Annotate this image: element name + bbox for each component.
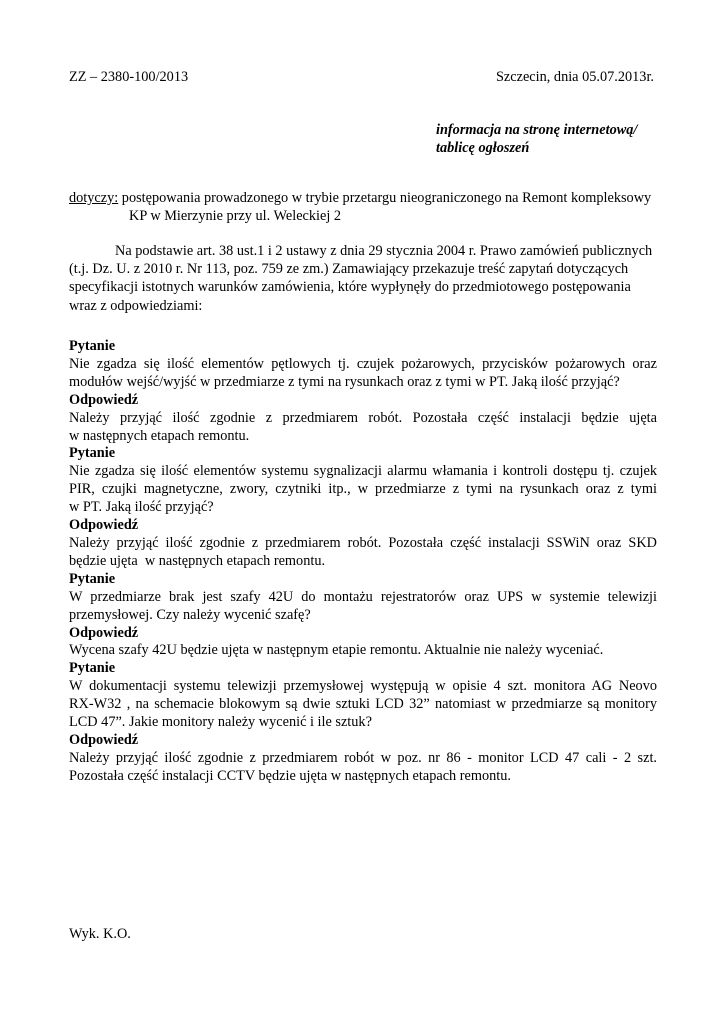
concerning-line-1: postępowania prowadzonego w trybie przetargu nieograniczonego na Remont kompleksowy <box>118 190 652 206</box>
answer-line: Pozostała część instalacji CCTV będzie ujęta w następnych etapach remontu. <box>69 767 511 784</box>
answer-heading: Odpowiedź <box>69 624 139 641</box>
answer-line: Należy przyjąć ilość zgodnie z przedmiarem robót. Pozostała część instalacji będzie ujęta <box>69 409 657 426</box>
answer-line: w następnych etapach remontu. <box>69 427 250 444</box>
question-line: w PT. Jaką ilość przyjąć? <box>69 499 214 516</box>
intro-paragraph <box>69 242 659 315</box>
question-line: PIR, czujki magnetyczne, zwory, czytniki itp., w przedmiarze z tymi na rysunkach oraz z tymi <box>69 481 657 498</box>
answer-heading: Odpowiedź <box>69 391 139 408</box>
document-reference: ZZ – 2380-100/2013 <box>69 69 189 85</box>
qa-section <box>69 338 657 786</box>
question-line: Nie zgadza się ilość elementów pętlowych tj. czujek pożarowych, przycisków pożarowych oraz <box>69 355 657 372</box>
question-line: W dokumentacji systemu telewizji przemysłowej występują w opisie 4 szt. monitora AG Neovo <box>69 678 657 695</box>
answer-line: Należy przyjąć ilość zgodnie z przedmiarem robót w poz. nr 86 - monitor LCD 47 cali - 2 szt. <box>69 749 657 766</box>
notice-line-1: informacja na stronę internetową/ <box>436 122 638 138</box>
intro-line-1: Na podstawie art. 38 ust.1 i 2 ustawy z dnia 29 stycznia 2004 r. Prawo zamówień publicznych <box>115 243 653 259</box>
author-initials: Wyk. K.O. <box>69 926 131 942</box>
question-heading: Pytanie <box>69 445 116 462</box>
intro-line-3: specyfikacji istotnych warunków zamówienia, które wypłynęły do przedmiotowego postępowania <box>69 279 631 296</box>
answer-line: Wycena szafy 42U będzie ujęta w następnym etapie remontu. Aktualnie nie należy wyceniać. <box>69 642 604 659</box>
notice-line-2: tablicę ogłoszeń <box>436 140 530 156</box>
question-line: modułów wejść/wyjść w przedmiarze z tymi na rysunkach oraz z tymi w PT. Jaką ilość przyjąć? <box>69 373 620 390</box>
answer-line: Należy przyjąć ilość zgodnie z przedmiarem robót. Pozostała część instalacji SSWiN oraz SKD <box>69 534 657 551</box>
question-heading: Pytanie <box>69 660 116 677</box>
answer-heading: Odpowiedź <box>69 517 139 534</box>
answer-heading: Odpowiedź <box>69 731 139 748</box>
question-line: przemysłowej. Czy należy wycenić szafę? <box>69 606 311 623</box>
question-line: W przedmiarze brak jest szafy 42U do montażu rejestratorów oraz UPS w systemie telewizji <box>69 588 657 605</box>
answer-line: będzie ujęta w następnych etapach remontu. <box>69 552 326 569</box>
question-heading: Pytanie <box>69 338 116 354</box>
question-heading: Pytanie <box>69 570 116 587</box>
concerning-label: dotyczy: <box>69 190 119 206</box>
question-line: Nie zgadza się ilość elementów systemu sygnalizacji alarmu włamania i kontroli dostępu tj. czujek <box>69 463 657 480</box>
notice-heading <box>436 121 637 157</box>
concerning-line-2: KP w Mierzynie przy ul. Weleckiej 2 <box>129 208 342 224</box>
question-line: LCD 47”. Jakie monitory należy wycenić i ile sztuk? <box>69 714 372 731</box>
place-and-date: Szczecin, dnia 05.07.2013r. <box>495 69 654 85</box>
concerning-paragraph <box>69 189 659 225</box>
intro-line-4: wraz z odpowiedziami: <box>69 297 203 314</box>
question-line: RX-W32 , na schemacie blokowym są dwie sztuki LCD 32” natomiast w przedmiarze są monitory <box>69 696 657 713</box>
intro-line-2: (t.j. Dz. U. z 2010 r. Nr 113, poz. 759 ze zm.) Zamawiający przekazuje treść zapytań dotyczących <box>69 261 629 278</box>
